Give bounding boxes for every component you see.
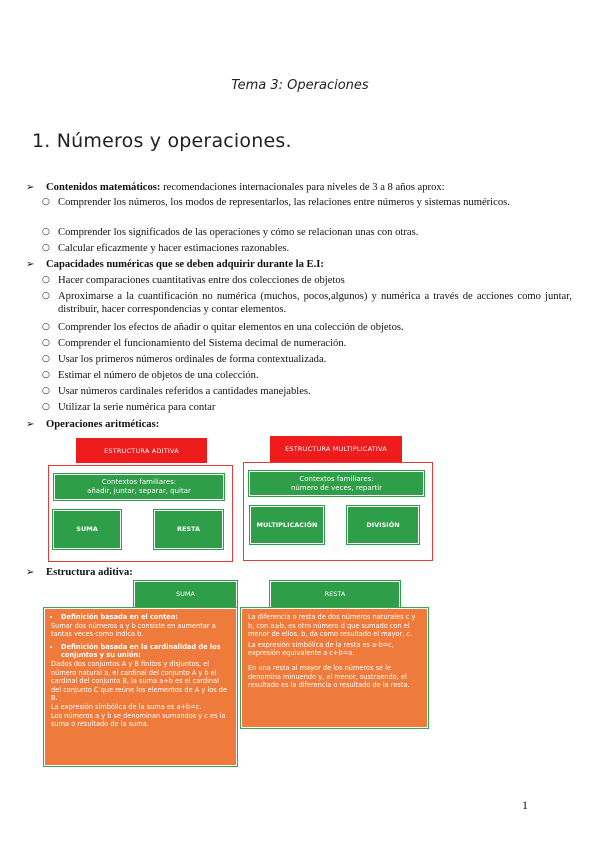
aditiva-context-line1: Contextos familiares: [101,478,177,486]
suma-expr: La expresión simbólica de la suma es a+b=c. [51,702,202,711]
suma-def2-title: Definición basada en la cardinalidad de los conjuntos y su unión: [61,642,221,660]
capacidades-label: Capacidades numéricas que se deben adquirir durante la E.I: [46,259,324,270]
suma-def2-text: Dados dos conjuntos A y B finitos y disjuntos, el número natural a, el cardinal del conjunto A y b el cardinal del conjunto B, la suma a+b es el cardinal del conjunto C que reúne los elementos de A y los de B. [51,659,227,703]
multiplicacion-box: MULTIPLICACIÓN [251,507,323,543]
arrow-bullet-icon: ➢ [26,419,35,430]
suma-def1-text: Sumar dos números a y b consiste en aumentar a tantas veces como indica b. [51,621,216,639]
section-heading: 1. Números y operaciones. [32,130,292,152]
resta-card-title: RESTA [271,582,399,607]
resta-card-body [242,609,427,727]
multiplicativa-context-line1: Contextos familiares: [299,474,374,483]
aditiva-context-line2: añadir, juntar, separar, quitar [87,487,191,495]
arrow-bullet-icon: ➢ [26,259,35,270]
circle-bullet-icon: ○ [42,275,50,285]
aditiva-context [55,475,223,499]
capacidades-item-4: Comprender el funcionamiento del Sistema decimal de numeración. [58,338,347,349]
circle-bullet-icon: ○ [42,402,50,412]
circle-bullet-icon: ○ [42,386,50,396]
arrow-bullet-icon: ➢ [26,182,35,193]
resta-box: RESTA [155,511,222,548]
suma-card-body [45,609,236,765]
circle-bullet-icon: ○ [42,197,50,207]
aditiva-title: ESTRUCTURA ADITIVA [76,438,207,463]
suma-def1-title: Definición basada en el conteo: [61,613,178,621]
resta-p3: En una resta al mayor de los números se le denomina minuendo y, al menor, sustraendo, el resultado es la diferencia o resultado de la resta. [248,663,410,690]
capacidades-item-3: Comprender los efectos de añadir o quitar elementos en una colección de objetos. [58,322,404,333]
page-number: 1 [522,798,528,812]
contenidos-item-3: Calcular eficazmente y hacer estimaciones razonables. [58,243,290,254]
estructura-label: Estructura aditiva: [46,567,133,578]
circle-bullet-icon: ○ [42,354,50,364]
contenidos-item-1: Comprender los números, los modos de representarlos, las relaciones entre números y sistemas numéricos. [58,197,510,208]
resta-p2: La expresión simbólica de la resta es a-b=c, expresión equivalente a c+b=a. [248,640,394,658]
contenidos-item-2: Comprender los significados de las operaciones y cómo se relacionan unas con otras. [58,227,419,238]
resta-p1: La diferencia o resta de dos números naturales c y b, con a≥b, es otro número d que sumado con el menor de ellos, b, da como resultado el mayor, c. [248,613,416,639]
contenidos-text: recomendaciones internacionales para niveles de 3 a 8 años aprox: [160,182,445,193]
arrow-bullet-icon: ➢ [26,567,35,578]
division-box: DIVISIÓN [348,507,418,543]
capacidades-item-2: Aproximarse a la cuantificación no numérica (muchos, pocos,algunos) y numérica a través de acciones como juntar, distribuir, hacer correspondencias y contar elementos. [58,291,572,315]
capacidades-item-6: Estimar el número de objetos de una colección. [58,370,259,381]
capacidades-item-1: Hacer comparaciones cuantitativas entre dos colecciones de objetos [58,275,345,286]
capacidades-item-7: Usar números cardinales referidos a cantidades manejables. [58,386,311,397]
suma-card-title: SUMA [135,582,236,607]
suma-terms: Los números a y b se denominan sumandos y c es la suma o resultado de la suma. [51,711,226,729]
multiplicativa-context-line2: número de veces, repartir [290,483,383,492]
circle-bullet-icon: ○ [42,370,50,380]
circle-bullet-icon: ○ [42,338,50,348]
circle-bullet-icon: ○ [42,243,50,253]
multiplicativa-title: ESTRUCTURA MULTIPLICATIVA [270,436,402,462]
operaciones-label: Operaciones aritméticas: [46,419,160,430]
suma-box: SUMA [54,511,120,548]
circle-bullet-icon: ○ [42,322,50,332]
capacidades-item-5: Usar los primeros números ordinales de forma contextualizada. [58,354,327,365]
circle-bullet-icon: ○ [42,291,50,301]
multiplicativa-context [250,472,423,495]
circle-bullet-icon: ○ [42,227,50,237]
contenidos-label: Contenidos matemáticos: [46,182,161,193]
document-title: Tema 3: Operaciones [231,78,369,93]
capacidades-item-8: Utilizar la serie numérica para contar [58,402,216,413]
